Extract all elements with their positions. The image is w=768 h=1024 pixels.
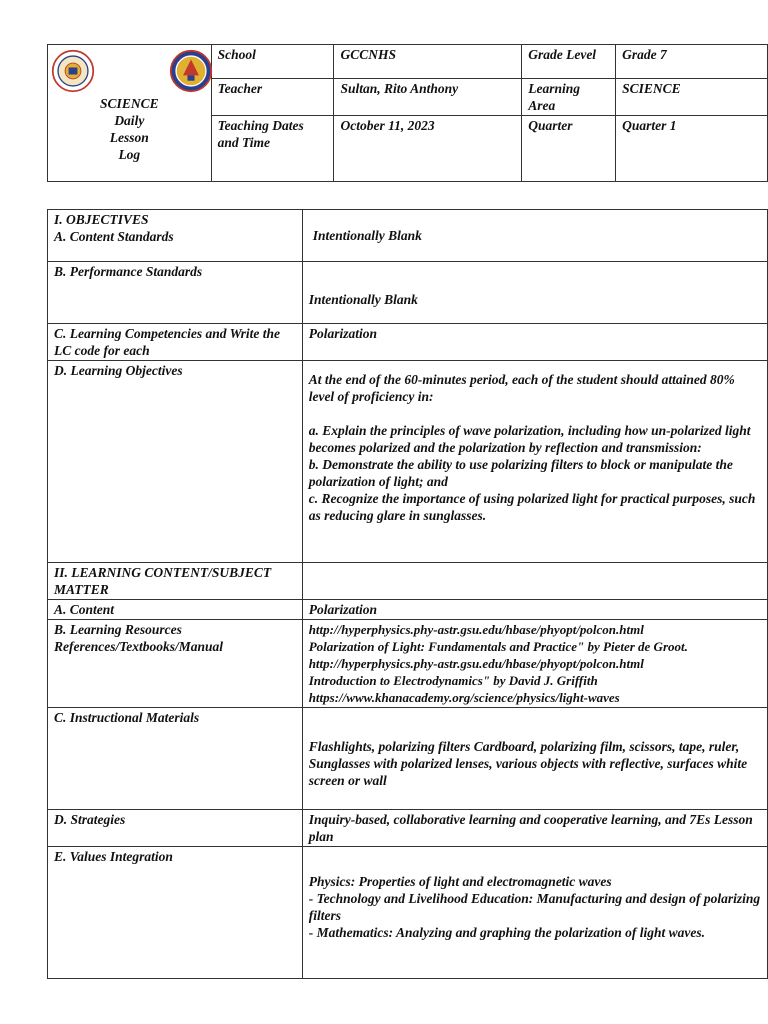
row-value: Intentionally Blank xyxy=(302,210,767,262)
empty-cell xyxy=(302,563,767,600)
title-line: Daily xyxy=(114,113,145,128)
quarter-value: Quarter 1 xyxy=(616,116,768,182)
dates-label: Teaching Dates and Time xyxy=(211,116,334,182)
teacher-label: Teacher xyxy=(211,79,334,116)
row-label: A. Content xyxy=(48,600,303,620)
resources-value: http://hyperphysics.phy-astr.gsu.edu/hbase/phyopt/polcon.html Polarization of Light: Fundamentals and Practice" by Pieter de Groot. http://hyperphysics.phy-astr.gsu.edu/hbase/phyopt/polcon.html Introduction to Electrodynamics" by David J. Griffith https://www.khanacademy.org/science/physics/light-waves xyxy=(302,620,767,708)
title-cell xyxy=(48,45,212,182)
table-row xyxy=(48,810,768,847)
section-heading: II. LEARNING CONTENT/SUBJECT MATTER xyxy=(48,563,303,600)
objectives-list: a. Explain the principles of wave polarization, including how un-polarized light becomes polarized and the polarization by reflection and transmission: b. Demonstrate the ability to use polarizing filters to block or manipulate the polarization of light; and c. Recognize the importance of using polarized light for practical purposes, such as reducing glare in sunglasses. xyxy=(308,423,756,523)
row-label: D. Learning Objectives xyxy=(48,361,303,563)
learning-area-label: Learning Area xyxy=(522,79,616,116)
table-row xyxy=(48,563,768,600)
values-value: Physics: Properties of light and electromagnetic waves - Technology and Livelihood Education: Manufacturing and design of polarizing filters - Mathematics: Analyzing and graphing the polarization of light waves. xyxy=(302,847,767,979)
table-row xyxy=(48,210,768,262)
division-seal-icon xyxy=(48,49,98,93)
table-row xyxy=(48,620,768,708)
table-row xyxy=(48,708,768,810)
row-label: D. Strategies xyxy=(48,810,303,847)
page-title xyxy=(48,95,211,163)
table-row xyxy=(48,262,768,324)
objectives-intro: At the end of the 60-minutes period, each of the student should attained 80% level of proficiency in: xyxy=(308,372,735,404)
objectives-value xyxy=(302,361,767,563)
school-seal-icon xyxy=(166,49,216,93)
grade-level-label: Grade Level xyxy=(522,45,616,79)
strategies-value: Inquiry-based, collaborative learning and cooperative learning, and 7Es Lesson plan xyxy=(302,810,767,847)
table-row xyxy=(48,324,768,361)
row-label: A. Content Standards xyxy=(54,229,174,244)
school-label: School xyxy=(211,45,334,79)
row-label: B. Performance Standards xyxy=(48,262,303,324)
row-value: Polarization xyxy=(302,600,767,620)
learning-area-value: SCIENCE xyxy=(616,79,768,116)
table-row xyxy=(48,847,768,979)
school-value: GCCNHS xyxy=(334,45,522,79)
section-heading: I. OBJECTIVES xyxy=(54,212,149,227)
table-row xyxy=(48,361,768,563)
row-label: C. Instructional Materials xyxy=(48,708,303,810)
title-line: SCIENCE xyxy=(100,96,159,111)
header-table xyxy=(47,44,768,182)
row-value: Polarization xyxy=(302,324,767,361)
title-line: Lesson xyxy=(109,130,149,145)
teacher-value: Sultan, Rito Anthony xyxy=(334,79,522,116)
title-line: Log xyxy=(118,147,141,162)
materials-value: Flashlights, polarizing filters Cardboard, polarizing film, scissors, tape, ruler, Sunglasses with polarized lenses, various objects with reflective, surfaces white screen or wall xyxy=(302,708,767,810)
row-label: C. Learning Competencies and Write the LC code for each xyxy=(48,324,303,361)
objectives-cell xyxy=(48,210,303,262)
row-value: Intentionally Blank xyxy=(302,262,767,324)
dates-value: October 11, 2023 xyxy=(334,116,522,182)
row-label: B. Learning Resources References/Textbooks/Manual xyxy=(48,620,303,708)
row-label: E. Values Integration xyxy=(48,847,303,979)
table-row xyxy=(48,600,768,620)
lesson-table xyxy=(47,209,768,979)
grade-level-value: Grade 7 xyxy=(616,45,768,79)
quarter-label: Quarter xyxy=(522,116,616,182)
